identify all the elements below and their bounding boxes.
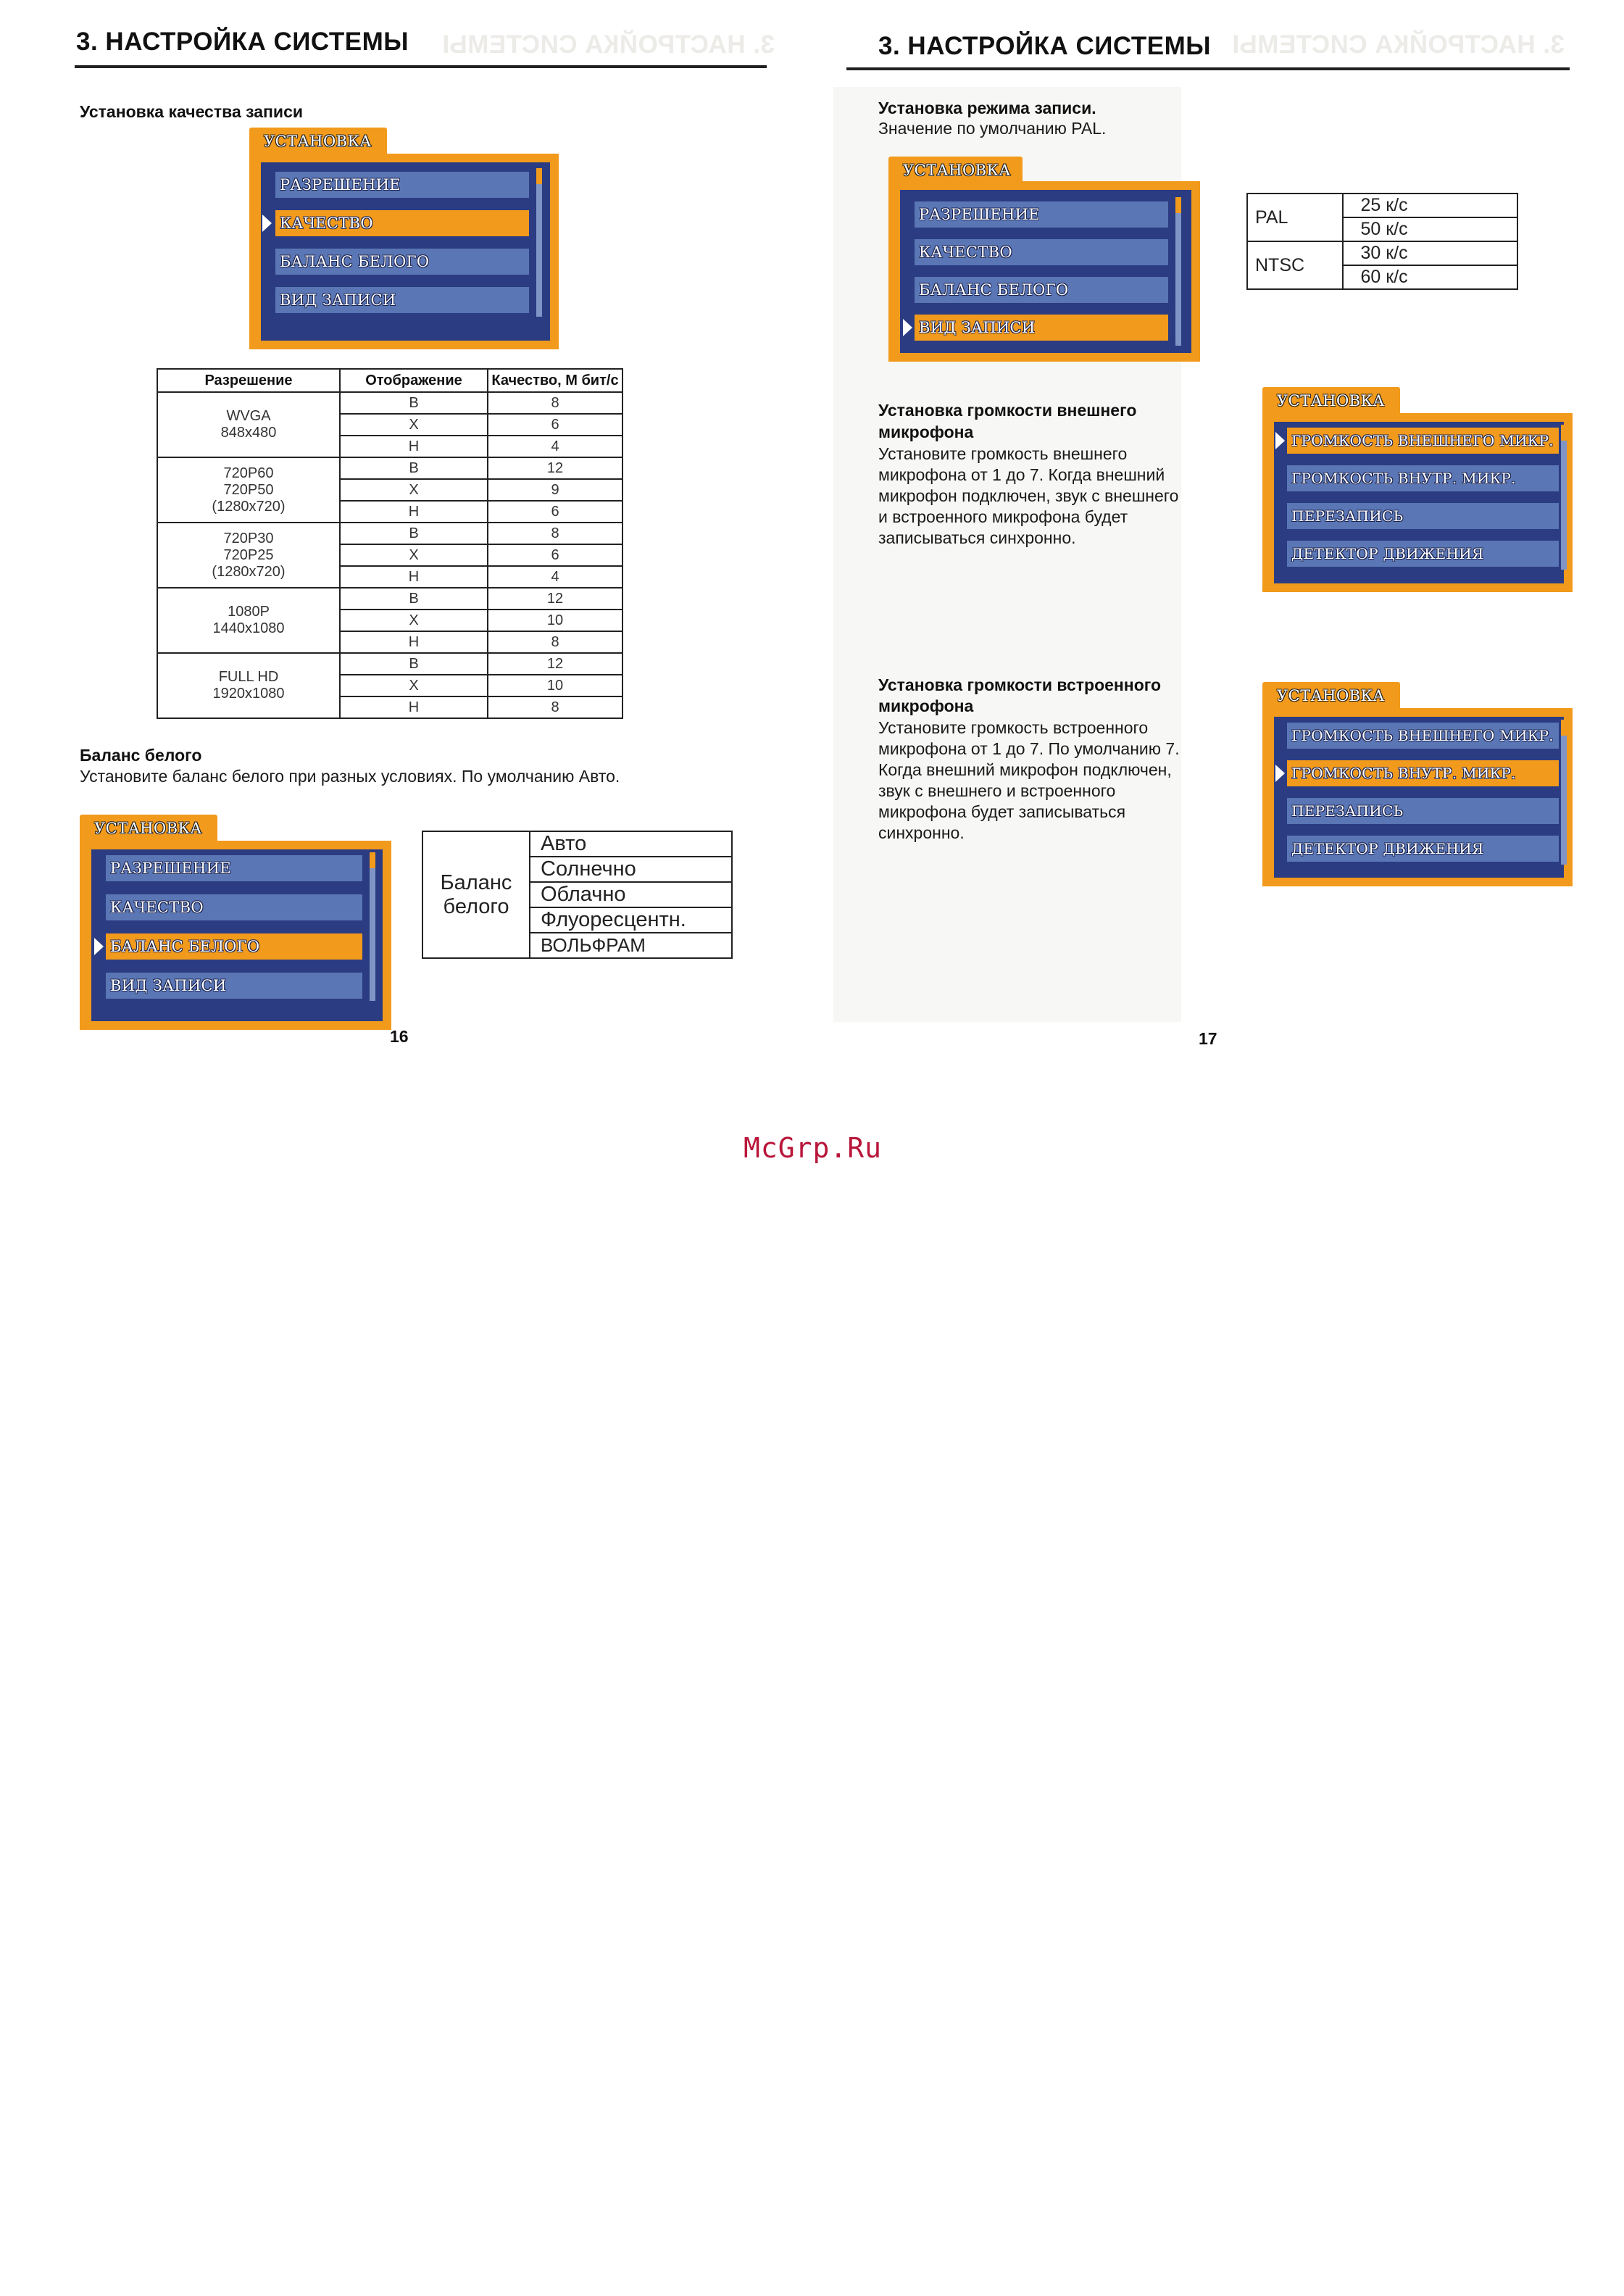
int-mic-heading-line2: микрофона xyxy=(878,696,974,715)
osd-menu-white-balance xyxy=(80,815,391,1030)
menu-item-motion-detector[interactable]: ДЕТЕКТОР ДВИЖЕНИЯ xyxy=(1287,836,1559,862)
display-cell: Н xyxy=(340,566,488,588)
watermark-text: McGrp.Ru xyxy=(744,1132,883,1164)
ext-mic-text: Установите громкость внешнего микрофона от 1 до 7. Когда внешний микрофон подключен, звук с внешнего и встроенного микрофона будет записываться синхронно. xyxy=(878,444,1179,547)
quality-cell: 6 xyxy=(488,414,622,436)
scroll-thumb[interactable] xyxy=(1561,720,1567,736)
table-row xyxy=(157,523,622,544)
resolution-cell: FULL HD 1920x1080 xyxy=(157,653,340,718)
quality-cell: 6 xyxy=(488,501,622,523)
quality-cell: 4 xyxy=(488,436,622,457)
osd-menu-record-mode xyxy=(888,157,1200,362)
quality-cell: 8 xyxy=(488,631,622,653)
osd-menu-quality xyxy=(249,128,559,349)
quality-table xyxy=(157,368,623,719)
display-cell: Х xyxy=(340,479,488,501)
record-mode-heading: Установка режима записи. xyxy=(878,99,1096,117)
table-row xyxy=(157,588,622,610)
frame-rate-cell: 25 к/с xyxy=(1343,194,1518,217)
menu-item-quality[interactable]: КАЧЕСТВО xyxy=(106,894,362,920)
quality-heading: Установка качества записи xyxy=(80,102,304,121)
selection-arrow-icon xyxy=(1275,432,1285,449)
scroll-thumb[interactable] xyxy=(1175,197,1181,213)
white-balance-text: Установите баланс белого при разных условиях. По умолчанию Авто. xyxy=(80,767,620,786)
col-header-quality: Качество, М бит/с xyxy=(488,369,622,392)
menu-item-motion-detector[interactable]: ДЕТЕКТОР ДВИЖЕНИЯ xyxy=(1287,541,1559,567)
table-row xyxy=(157,653,622,675)
quality-cell: 12 xyxy=(488,588,622,610)
ext-mic-heading-line1: Установка громкости внешнего xyxy=(878,401,1137,420)
frame-rate-cell: 50 к/с xyxy=(1343,217,1518,241)
quality-cell: 8 xyxy=(488,696,622,718)
display-cell: В xyxy=(340,523,488,544)
resolution-cell: WVGA 848x480 xyxy=(157,392,340,457)
white-balance-label: Баланс белого xyxy=(422,831,530,958)
col-header-display: Отображение xyxy=(340,369,488,392)
menu-item-quality[interactable]: КАЧЕСТВО xyxy=(275,210,529,236)
table-row xyxy=(1247,194,1517,217)
page-title-right: 3. НАСТРОЙКА СИСТЕМЫ xyxy=(878,32,1211,60)
table-header-row xyxy=(157,369,622,392)
quality-cell: 9 xyxy=(488,479,622,501)
display-cell: В xyxy=(340,457,488,479)
display-cell: В xyxy=(340,653,488,675)
menu-item-record-mode[interactable]: ВИД ЗАПИСИ xyxy=(275,287,529,313)
selection-arrow-icon xyxy=(94,938,104,955)
wb-option-auto: Авто xyxy=(530,831,732,857)
osd-menu-int-mic xyxy=(1262,682,1573,886)
menu-item-int-mic-volume[interactable]: ГРОМКОСТЬ ВНУТР. МИКР. xyxy=(1287,465,1559,491)
menu-item-white-balance[interactable]: БАЛАНС БЕЛОГО xyxy=(275,249,529,275)
menu-item-resolution[interactable]: РАЗРЕШЕНИЕ xyxy=(915,201,1168,228)
frame-rate-cell: 30 к/с xyxy=(1343,241,1518,265)
menu-item-record-mode[interactable]: ВИД ЗАПИСИ xyxy=(915,315,1168,341)
osd-tab: УСТАНОВКА xyxy=(249,128,387,157)
menu-item-record-mode[interactable]: ВИД ЗАПИСИ xyxy=(106,973,362,999)
table-row xyxy=(157,457,622,479)
osd-tab: УСТАНОВКА xyxy=(888,157,1023,186)
menu-item-resolution[interactable]: РАЗРЕШЕНИЕ xyxy=(106,855,362,881)
scrollbar[interactable] xyxy=(1561,720,1567,865)
display-cell: Х xyxy=(340,675,488,696)
page-number-left: 16 xyxy=(390,1027,409,1046)
table-row xyxy=(422,831,732,857)
quality-cell: 10 xyxy=(488,675,622,696)
resolution-cell: 720P30 720P25 (1280x720) xyxy=(157,523,340,588)
quality-cell: 12 xyxy=(488,653,622,675)
standard-label-ntsc: NTSC xyxy=(1247,241,1343,289)
mirrored-title-left: 3. НАСТРОЙКА СИСТЕМЫ xyxy=(442,30,775,59)
selection-arrow-icon xyxy=(1275,765,1285,782)
resolution-cell: 1080P 1440x1080 xyxy=(157,588,340,653)
title-rule-right xyxy=(846,67,1570,70)
scrollbar[interactable] xyxy=(536,168,542,317)
scroll-thumb[interactable] xyxy=(536,168,542,184)
scrollbar[interactable] xyxy=(1561,425,1567,570)
white-balance-heading: Баланс белого xyxy=(80,746,202,765)
ext-mic-heading-line2: микрофона xyxy=(878,423,974,441)
osd-tab: УСТАНОВКА xyxy=(80,815,217,844)
menu-item-ext-mic-volume[interactable]: ГРОМКОСТЬ ВНЕШНЕГО МИКР. xyxy=(1287,428,1559,454)
wb-option-sunny: Солнечно xyxy=(530,857,732,882)
selection-arrow-icon xyxy=(262,215,272,232)
col-header-resolution: Разрешение xyxy=(157,369,340,392)
menu-item-white-balance[interactable]: БАЛАНС БЕЛОГО xyxy=(106,933,362,960)
video-standard-table xyxy=(1246,193,1518,290)
wb-option-cloudy: Облачно xyxy=(530,882,732,907)
resolution-cell: 720P60 720P50 (1280x720) xyxy=(157,457,340,523)
int-mic-heading-line1: Установка громкости встроенного xyxy=(878,675,1162,694)
display-cell: Н xyxy=(340,631,488,653)
table-row xyxy=(1247,241,1517,265)
wb-option-tungsten: ВОЛЬФРАМ xyxy=(530,933,732,958)
white-balance-table xyxy=(422,831,733,959)
display-cell: Х xyxy=(340,610,488,631)
osd-tab: УСТАНОВКА xyxy=(1262,682,1400,711)
scroll-thumb[interactable] xyxy=(1561,425,1567,441)
selection-arrow-icon xyxy=(903,319,912,336)
page-title-left: 3. НАСТРОЙКА СИСТЕМЫ xyxy=(76,28,409,56)
page-number-right: 17 xyxy=(1199,1029,1217,1048)
quality-cell: 4 xyxy=(488,566,622,588)
scrollbar[interactable] xyxy=(1175,197,1181,346)
display-cell: В xyxy=(340,588,488,610)
osd-menu-ext-mic xyxy=(1262,387,1573,592)
display-cell: Н xyxy=(340,436,488,457)
quality-cell: 6 xyxy=(488,544,622,566)
quality-cell: 10 xyxy=(488,610,622,631)
wb-option-fluorescent: Флуоресцентн. xyxy=(530,907,732,933)
menu-item-ext-mic-volume[interactable]: ГРОМКОСТЬ ВНЕШНЕГО МИКР. xyxy=(1287,723,1559,749)
menu-item-overwrite[interactable]: ПЕРЕЗАПИСЬ xyxy=(1287,503,1559,529)
osd-tab: УСТАНОВКА xyxy=(1262,387,1400,416)
quality-cell: 8 xyxy=(488,523,622,544)
menu-item-resolution[interactable]: РАЗРЕШЕНИЕ xyxy=(275,172,529,198)
scroll-thumb[interactable] xyxy=(370,852,375,868)
display-cell: Н xyxy=(340,696,488,718)
display-cell: Н xyxy=(340,501,488,523)
title-rule-left xyxy=(75,65,767,68)
menu-item-white-balance[interactable]: БАЛАНС БЕЛОГО xyxy=(915,277,1168,303)
mirrored-title-right: 3. НАСТРОЙКА СИСТЕМЫ xyxy=(1232,30,1565,59)
scrollbar[interactable] xyxy=(370,852,375,1001)
quality-cell: 8 xyxy=(488,392,622,414)
display-cell: В xyxy=(340,392,488,414)
table-row xyxy=(157,392,622,414)
standard-label-pal: PAL xyxy=(1247,194,1343,241)
display-cell: Х xyxy=(340,544,488,566)
int-mic-text: Установите громкость встроенного микрофона от 1 до 7. По умолчанию 7. Когда внешний микрофон подключен, звук с внешнего и встроенного микрофона будет записываться синхронно. xyxy=(878,718,1180,842)
menu-item-int-mic-volume[interactable]: ГРОМКОСТЬ ВНУТР. МИКР. xyxy=(1287,760,1559,786)
menu-item-quality[interactable]: КАЧЕСТВО xyxy=(915,239,1168,265)
record-mode-text: Значение по умолчанию PAL. xyxy=(878,119,1107,138)
frame-rate-cell: 60 к/с xyxy=(1343,265,1518,289)
quality-cell: 12 xyxy=(488,457,622,479)
menu-item-overwrite[interactable]: ПЕРЕЗАПИСЬ xyxy=(1287,798,1559,824)
display-cell: Х xyxy=(340,414,488,436)
